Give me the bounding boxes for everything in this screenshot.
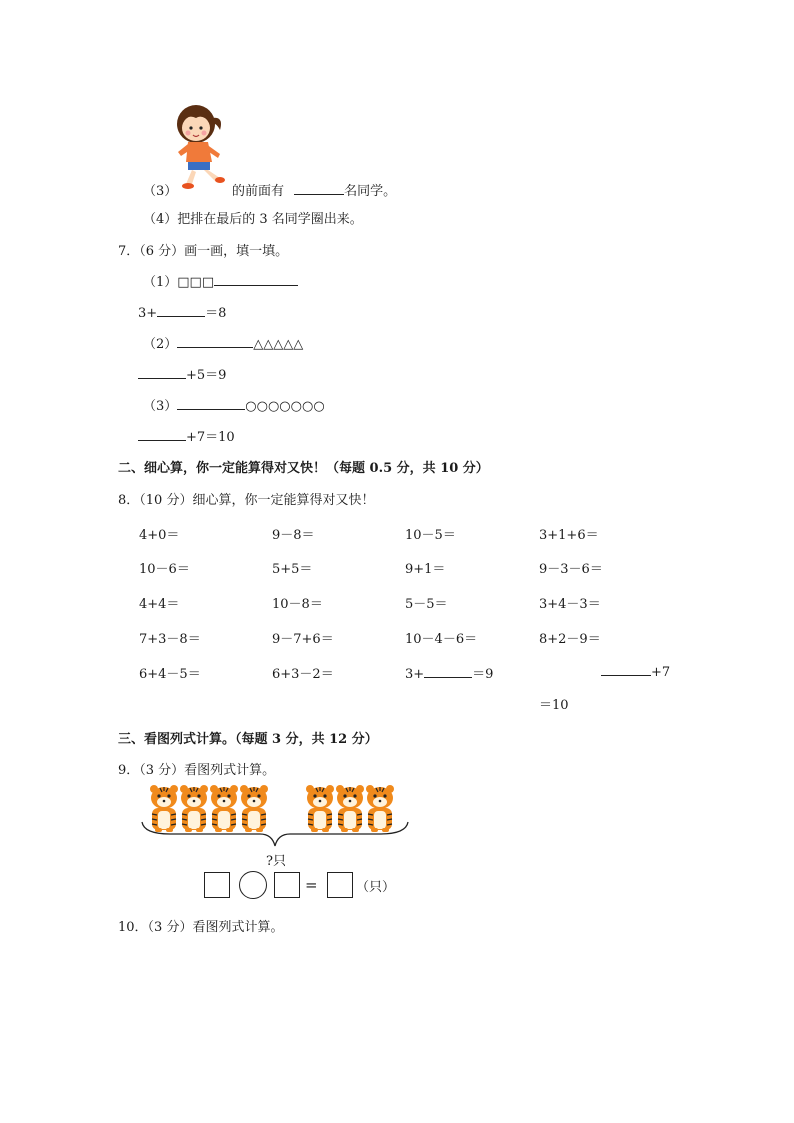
- arithmetic-item: 9－3－6＝: [539, 562, 603, 577]
- arithmetic-item: 9－7+6＝: [272, 632, 334, 647]
- q7-part3-equation: +7＝10: [138, 426, 235, 445]
- arithmetic-item: 7+3－8＝: [139, 632, 201, 647]
- arithmetic-item: 10－6＝: [139, 562, 190, 577]
- q7-part3: （3） ○○○○○○○: [143, 399, 325, 414]
- answer-blank[interactable]: [138, 428, 186, 441]
- circle-shapes: ○○○○○○○: [245, 399, 325, 414]
- q7-part1-equation: 3+ ＝8: [138, 306, 227, 321]
- arithmetic-item: 9+1＝: [405, 562, 446, 577]
- arithmetic-item: 8+2－9＝: [539, 632, 601, 647]
- answer-blank[interactable]: [424, 665, 472, 678]
- q6-part3: [143, 180, 177, 199]
- q6-part3-number: （3）: [143, 184, 178, 199]
- answer-box-1[interactable]: [204, 872, 230, 898]
- q8-title: 8．（10 分）细心算，你一定能算得对又快！: [118, 493, 375, 508]
- arithmetic-item: 6+4－5＝: [139, 667, 201, 682]
- q9-title: 9．（3 分）看图列式计算。: [118, 763, 276, 778]
- draw-blank[interactable]: [214, 273, 298, 286]
- arithmetic-item: 10－8＝: [272, 597, 323, 612]
- q8-fill-1: 3+ ＝9: [405, 667, 494, 682]
- q6-part4: （4）把排在最后的 3 名同学圈出来。: [143, 212, 363, 227]
- arithmetic-item: 3+4－3＝: [539, 597, 601, 612]
- arithmetic-item: 5+5＝: [272, 562, 313, 577]
- q10-title: 10．（3 分）看图列式计算。: [118, 920, 284, 935]
- q7-part1: （1）□□□: [143, 271, 298, 290]
- arithmetic-item: 10－5＝: [405, 528, 456, 543]
- arithmetic-item: 5－5＝: [405, 597, 448, 612]
- section2-title: 二、细心算，你一定能算得对又快！（每题 0.5 分，共 10 分）: [118, 461, 489, 476]
- section3-title: 三、看图列式计算。（每题 3 分，共 12 分）: [118, 732, 378, 747]
- arithmetic-item: 6+3－2＝: [272, 667, 334, 682]
- q8-fill-2-wrap: ＝10: [539, 698, 569, 713]
- arithmetic-item: 4+4＝: [139, 597, 180, 612]
- arithmetic-item: 4+0＝: [139, 528, 180, 543]
- answer-blank[interactable]: [157, 304, 205, 317]
- triangle-shapes: △△△△△: [253, 337, 304, 352]
- q9-question: ?只: [266, 854, 286, 869]
- draw-blank[interactable]: [177, 397, 245, 410]
- girl-illustration: [168, 100, 240, 192]
- q7-part2: （2） △△△△△: [143, 337, 304, 352]
- equals-sign: =: [305, 876, 318, 894]
- answer-box-2[interactable]: [274, 872, 300, 898]
- answer-blank[interactable]: [601, 663, 651, 676]
- answer-box-3[interactable]: [327, 872, 353, 898]
- arithmetic-item: 9－8＝: [272, 528, 315, 543]
- q7-part2-equation: +5＝9: [138, 364, 226, 383]
- draw-blank[interactable]: [177, 335, 253, 348]
- answer-blank[interactable]: [138, 366, 186, 379]
- q8-fill-2: +7: [601, 663, 670, 680]
- unit-label: （只）: [356, 880, 396, 895]
- arithmetic-item: 10－4－6＝: [405, 632, 478, 647]
- q7-title: 7．（6 分）画一画，填一填。: [118, 244, 289, 259]
- q6-part3-text: 的前面有 名同学。: [232, 184, 397, 199]
- answer-blank[interactable]: [294, 182, 344, 195]
- arithmetic-item: 3+1+6＝: [539, 528, 599, 543]
- brace-icon: [140, 820, 410, 850]
- operator-circle[interactable]: [239, 871, 267, 899]
